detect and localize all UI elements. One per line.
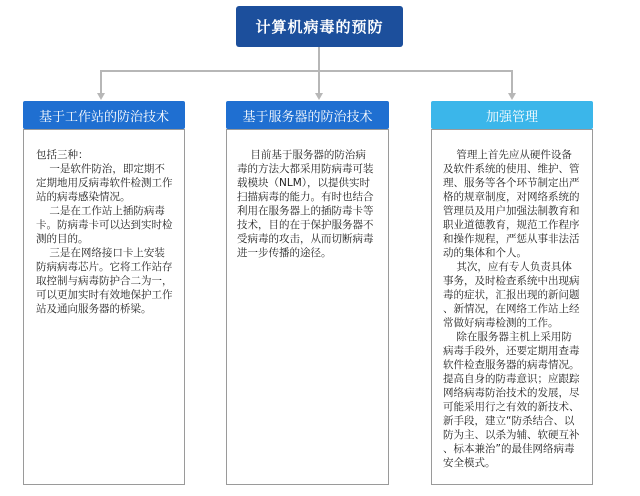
text-line: 可能采用行之有效的新技术、 <box>443 401 580 413</box>
text-line: 动的集体和个人。 <box>443 247 527 259</box>
column-text-server <box>237 148 380 260</box>
text-line: 毒的症状，汇报出现的新问题 <box>443 289 580 301</box>
text-line: 一是软件防治，即定期不 <box>36 163 165 175</box>
text-line: 管理员及用户加强法制教育和 <box>443 205 580 217</box>
arrow-left <box>97 93 105 100</box>
text-line: 、标本兼治”的最佳网络病毒 <box>443 443 575 455</box>
text-line: 网络病毒防治技术的发展，尽 <box>443 387 580 399</box>
column-box-workstation <box>23 129 185 485</box>
text-line: 测的目的。 <box>36 233 89 245</box>
column-text-management <box>443 148 586 470</box>
text-line: 理、服务等各个环节制定出严 <box>443 177 580 189</box>
arrow-right <box>508 93 516 100</box>
text-line: 新手段，建立“防杀结合、以 <box>443 415 575 427</box>
text-line: 软件检查服务器的病毒情况。 <box>443 359 580 371</box>
connector-middle <box>318 70 320 94</box>
column-text-workstation <box>36 148 176 316</box>
connector-right <box>511 70 513 94</box>
text-line: 扫描病毒的能力。有时也结合 <box>237 191 374 203</box>
text-line: 、新情况，在网络工作站上经 <box>443 303 580 315</box>
text-line: 包括三种： <box>36 149 89 161</box>
text-line: 和操作规程，严惩从事非法活 <box>443 233 580 245</box>
text-line: 载模块（NLM），以提供实时 <box>237 177 371 189</box>
text-line: 病毒手段外，还要定期用查毒 <box>443 345 580 357</box>
text-line: 提高自身的防毒意识；应跟踪 <box>443 373 580 385</box>
text-line: 技术，目的在于保护服务器不 <box>237 219 374 231</box>
text-line: 格的规章制度，对网络系统的 <box>443 191 580 203</box>
text-line: 目前基于服务器的防治病 <box>237 149 366 161</box>
text-line: 常做好病毒检测的工作。 <box>443 317 559 329</box>
text-line: 站及通向服务器的桥梁。 <box>36 303 152 315</box>
text-line: 管理上首先应从硬件设备 <box>443 149 572 161</box>
text-line: 毒的方法大都采用防病毒可装 <box>237 163 374 175</box>
column-heading-workstation: 基于工作站的防治技术 <box>23 101 185 129</box>
column-heading-server: 基于服务器的防治技术 <box>226 101 389 129</box>
connector-trunk <box>318 47 320 71</box>
text-line: 卡。防病毒卡可以达到实时检 <box>36 219 173 231</box>
text-line: 安全模式。 <box>443 457 496 469</box>
text-line: 站的病毒感染情况。 <box>36 191 131 203</box>
text-line: 其次，应有专人负责具体 <box>443 261 572 273</box>
text-line: 受病毒的攻击，从而切断病毒 <box>237 233 374 245</box>
text-line: 三是在网络接口卡上安装 <box>36 247 165 259</box>
connector-horizontal <box>100 70 513 72</box>
diagram-title: 计算机病毒的预防 <box>236 6 403 47</box>
text-line: 事务，及时检查系统中出现病 <box>443 275 580 287</box>
column-box-management <box>431 129 593 485</box>
text-line: 防病病毒芯片。它将工作站存 <box>36 261 173 273</box>
column-heading-management: 加强管理 <box>431 101 593 129</box>
text-line: 取控制与病毒防护合二为一， <box>36 275 173 287</box>
text-line: 二是在工作站上插防病毒 <box>36 205 165 217</box>
column-box-server <box>226 129 389 485</box>
text-line: 职业道德教育，规范工作程序 <box>443 219 580 231</box>
text-line: 可以更加实时有效地保护工作 <box>36 289 173 301</box>
connector-left <box>100 70 102 94</box>
arrow-middle <box>315 93 323 100</box>
text-line: 进一步传播的途径。 <box>237 247 332 259</box>
text-line: 除在服务器主机上采用防 <box>443 331 572 343</box>
text-line: 及软件系统的使用、维护、管 <box>443 163 580 175</box>
text-line: 防为主、以杀为辅、软硬互补 <box>443 429 580 441</box>
text-line: 定期地用反病毒软件检测工作 <box>36 177 173 189</box>
text-line: 利用在服务器上的插防毒卡等 <box>237 205 374 217</box>
